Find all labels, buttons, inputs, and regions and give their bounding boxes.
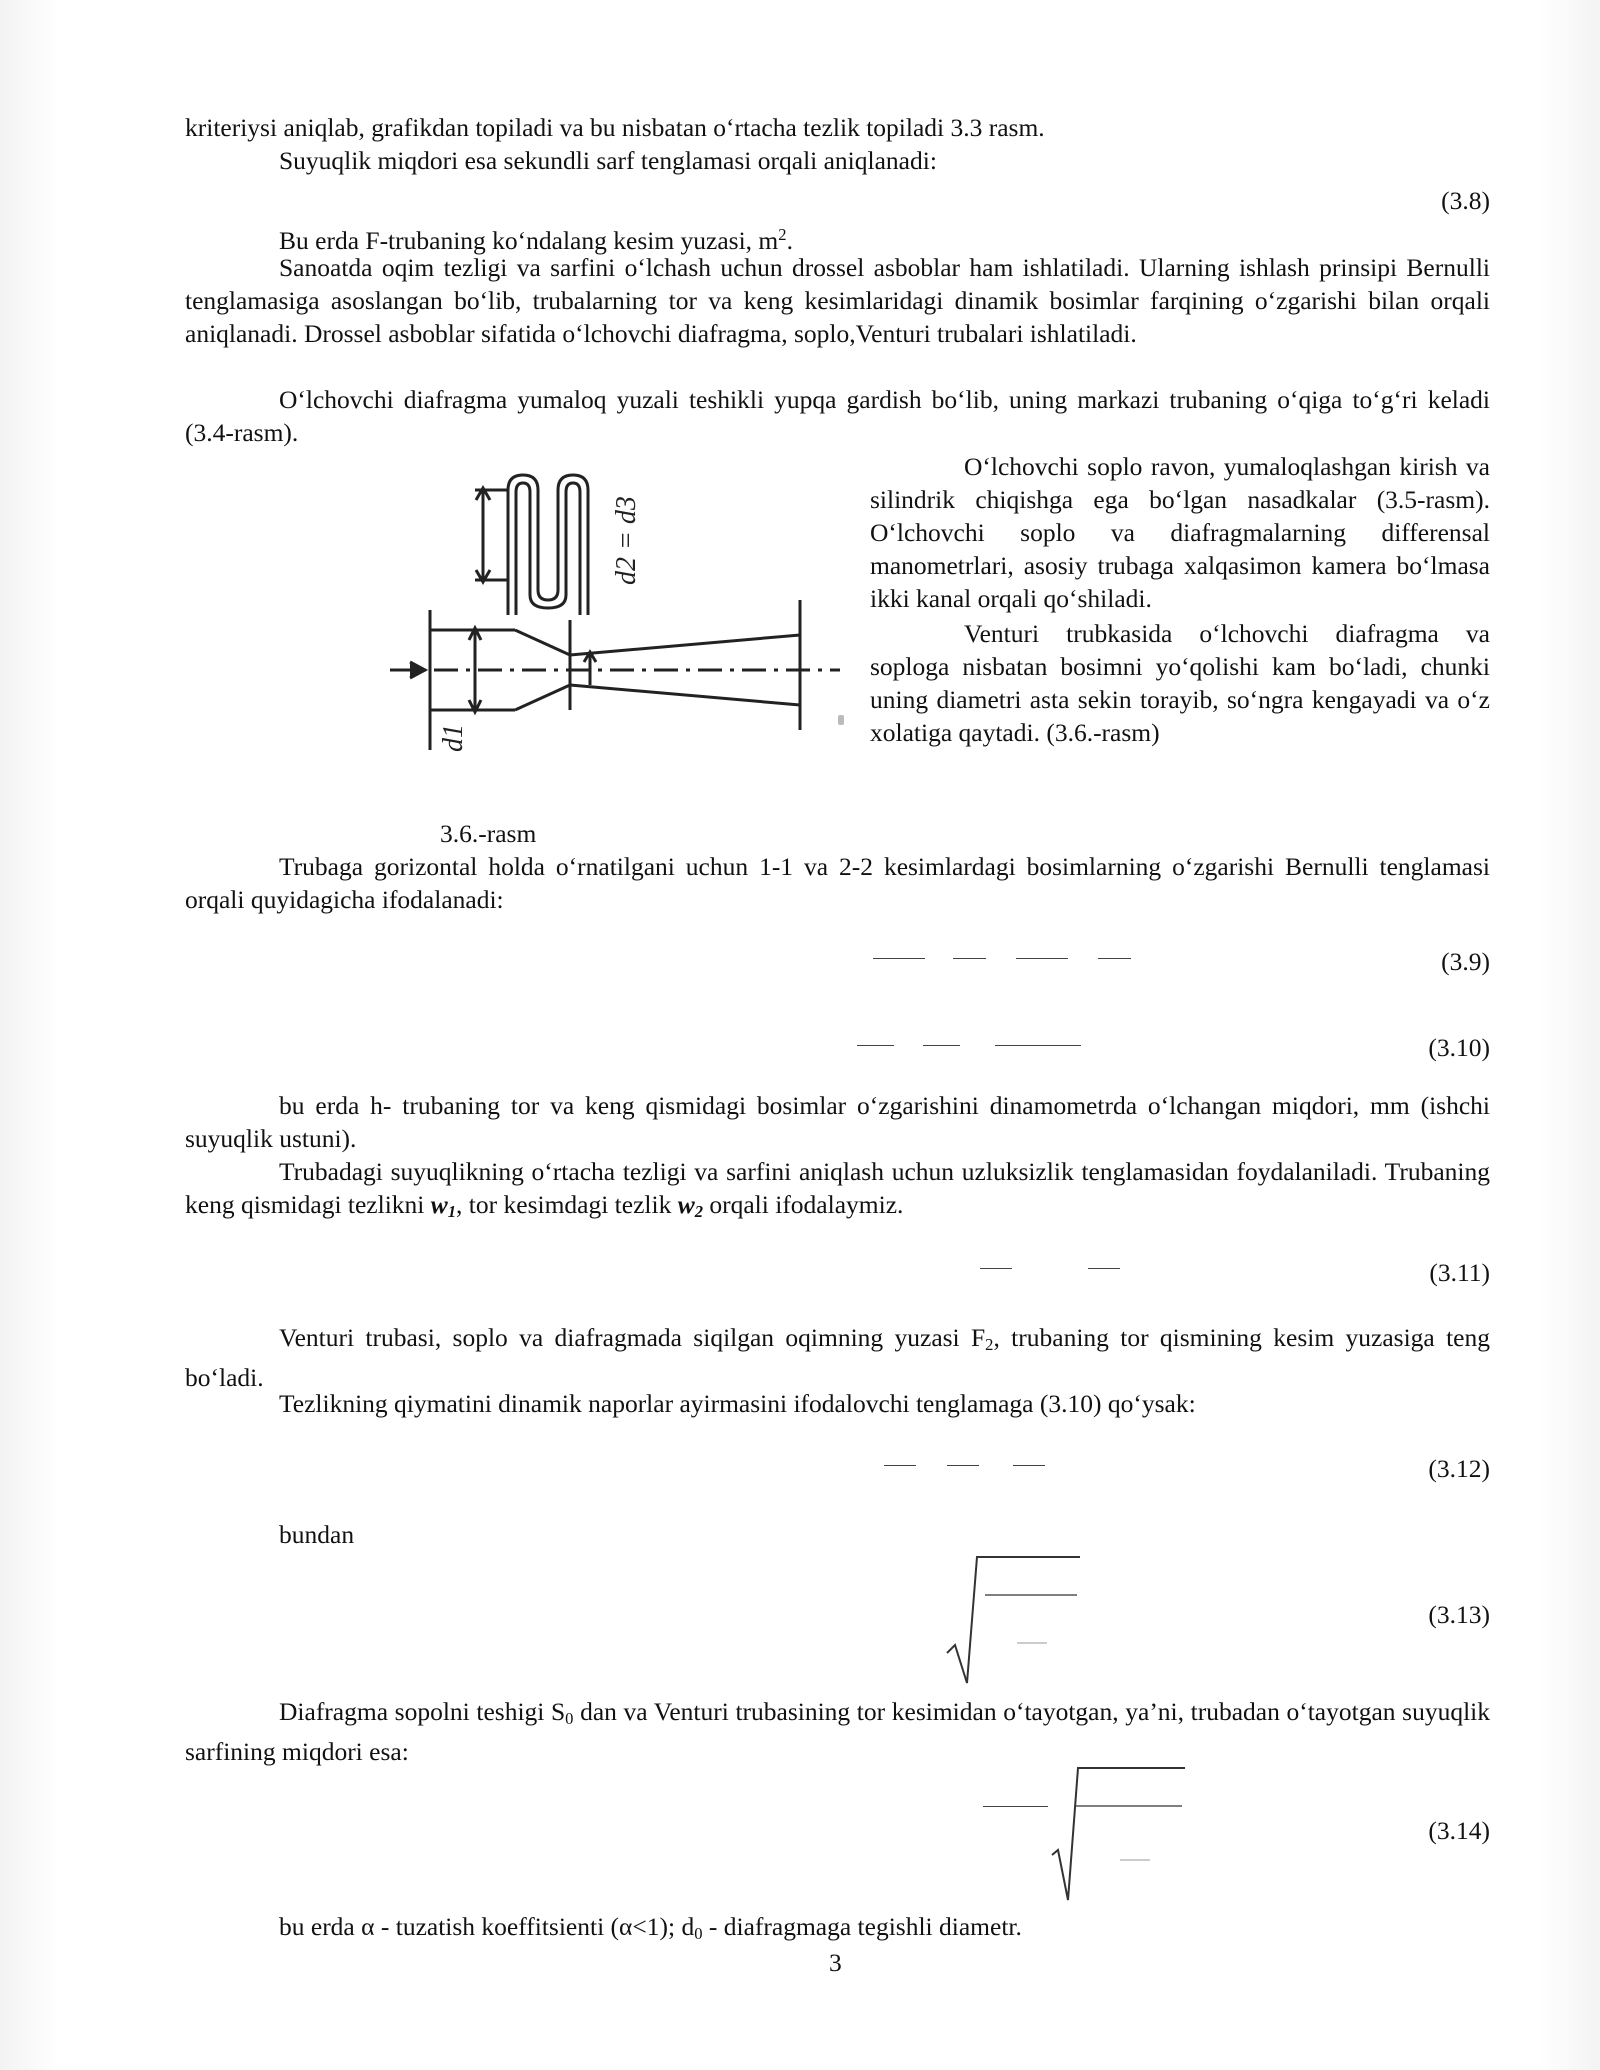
equation-3-9-fraction-1 [873,958,925,959]
paragraph-correction-coefficient: bu erda α - tuzatish koeffitsienti (α<1); $d_0$ - diafragmaga tegishli diametr. [279,1912,1022,1944]
paragraph-bernoulli: Trubaga gorizontal holda o‘rnatilgani uchun 1-1 va 2-2 kesimlardagi bosimlarning o‘zgarishi Bernulli tenglamasi orqali quyidagicha ifodalanadi: [185,852,1490,914]
equation-number-3-8: (3.8) [1441,186,1490,215]
equation-3-13-radical [945,1545,1085,1695]
venturi-figure [370,470,850,770]
paragraph-substitution: Tezlikning qiymatini dinamik naporlar ayirmasini ifodalovchi tenglamaga (3.10) qo‘ysak: [279,1389,1196,1418]
equation-3-9-fraction-3 [1016,958,1068,959]
paragraph-venturi-area: Venturi trubasi, soplo va diafragmada siqilgan oqimning yuzasi $F_2$, trubaning tor qismining kesim yuzasiga teng bo‘ladi. [185,1323,1490,1393]
paragraph-pressure-difference: bu erda h- trubaning tor va keng qismidagi bosimlar o‘zgarishini dinamometrda o‘lchangan miqdori, mm (ishchi suyuqlik ustuni). [185,1091,1490,1153]
scan-speck [838,715,844,725]
equation-number-3-12: (3.12) [1428,1454,1490,1483]
equation-3-12-fraction-3 [1013,1465,1045,1466]
equation-3-12-fraction-2 [947,1465,979,1466]
equation-3-14-fraction-1 [983,1806,1048,1807]
equation-3-14-radical [1050,1760,1190,1910]
paragraph-venturi: Venturi trubkasida o‘lchovchi diafragma va soplоga nisbatan bosimni yo‘qolishi kam bo‘ladi, chunki uning diametri asta sekin torayib, so‘ngra kengayadi va o‘z xolatiga qaytadi. (3.6.-rasm) [870,619,1490,747]
figure-label-d1: d1 [438,724,469,752]
paragraph-nozzle: O‘lchovchi soplo ravon, yumaloqlashgan kirish va silindrik chiqishga ega bo‘lgan nasadkalar (3.5-rasm). O‘lchovchi soplo va diafragmalarning differensal manometrlari, asosiy trubaga xalqasimon kamera bo‘lmasa ikki kanal orqali qo‘shiladi. [870,452,1490,613]
paragraph-discharge: Diafragma sopolni teshigi $S_0$ dan va Venturi trubasining tor kesimidan o‘tayotgan, ya’ni, trubadan o‘tayotgan suyuqlik sarfining miqdori esa: [185,1697,1490,1767]
equation-3-10-fraction-1 [857,1045,894,1046]
paragraph-continuation: kriteriysi aniqlab, grafikdan topiladi va bu nisbatan o‘rtacha tezlik topiladi 3.3 rasm. [185,113,1045,142]
equation-number-3-14: (3.14) [1428,1816,1490,1845]
figure-label-d2: d2 = d3 [611,496,642,585]
paragraph-flow-rate: Suyuqlik miqdori esa sekundli sarf tenglamasi orqali aniqlanadi: [279,146,937,175]
word-bundan: bundan [279,1520,355,1549]
equation-3-10-fraction-3 [995,1045,1081,1046]
equation-3-10-fraction-2 [923,1045,960,1046]
equation-3-11-fraction-2 [1088,1268,1120,1269]
page-number: 3 [829,1948,842,1977]
paragraph-throttle-devices: Sanoatda oqim tezligi va sarfini o‘lchash uchun drossel asboblar ham ishlatiladi. Ularning ishlash prinsipi Bernulli tenglamasiga asoslangan bo‘lib, trubalarning tor va keng kesimlaridagi dinamik bosimlar farqining o‘zgarishi bilan orqali aniqlanadi. Drossel asboblar sifatida o‘lchovchi diafragma, soplo,Venturi trubalari ishlatiladi. [185,253,1490,348]
equation-3-12-fraction-1 [884,1465,916,1466]
equation-3-11-fraction-1 [980,1268,1012,1269]
equation-number-3-9: (3.9) [1441,947,1490,976]
equation-3-9-fraction-4 [1098,958,1131,959]
equation-number-3-11: (3.11) [1429,1258,1490,1287]
paragraph-continuity: Trubadagi suyuqlikning o‘rtacha tezligi va sarfini aniqlash uchun uzluksizlik tenglamasidan foydalaniladi. Trubaning keng qismidagi tezlikni $w_1$, tor kesimdagi tezlik $w_2$ orqali ifodalaymiz. [185,1157,1490,1222]
paragraph-area-definition: Bu erda F-trubaning ko‘ndalang kesim yuzasi, $m^2$. [279,225,793,256]
equation-number-3-13: (3.13) [1428,1600,1490,1629]
equation-number-3-10: (3.10) [1428,1033,1490,1062]
paragraph-diaphragm: O‘lchovchi diafragma yumaloq yuzali teshikli yupqa gardish bo‘lib, uning markazi trubaning o‘qiga to‘g‘ri keladi (3.4-rasm). [185,385,1490,447]
figure-caption: 3.6.-rasm [440,819,537,848]
equation-3-9-fraction-2 [953,958,986,959]
